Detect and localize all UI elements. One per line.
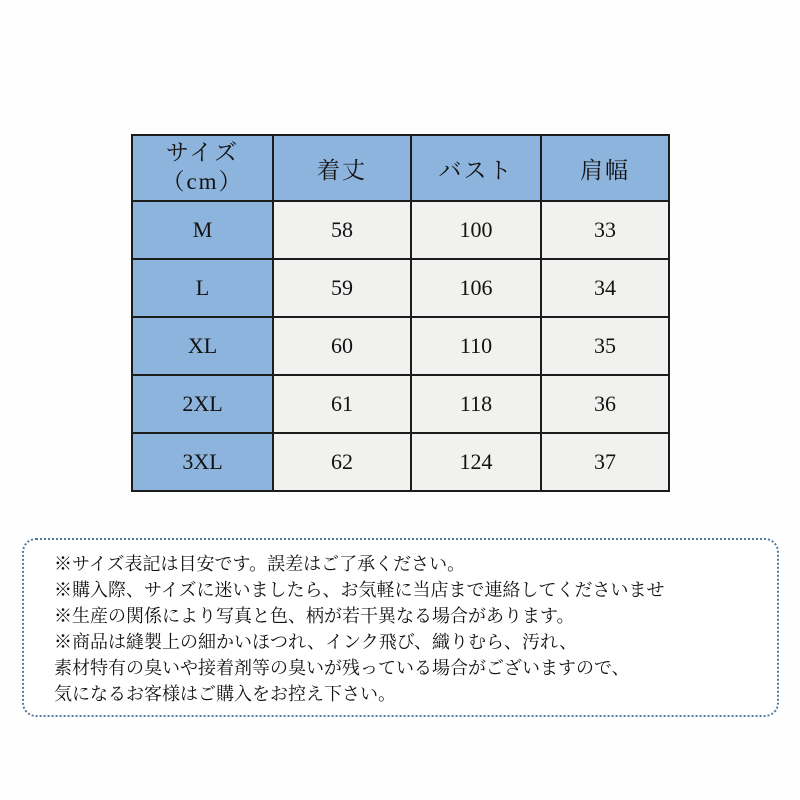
note-line-contact: ※購入際、サイズに迷いましたら、お気軽に当店まで連絡してくださいませ	[54, 580, 665, 600]
bust-value: 118	[411, 375, 541, 433]
shoulder-value: 36	[541, 375, 669, 433]
note-line-material-odor: 素材特有の臭いや接着剤等の臭いが残っている場合がございますので、	[54, 658, 630, 678]
note-line-product-flaws: ※商品は縫製上の細かいほつれ、インク飛び、織りむら、汚れ、	[54, 632, 578, 652]
bust-value: 110	[411, 317, 541, 375]
header-size-label: サイズ	[165, 140, 240, 166]
table-row-xl	[132, 317, 669, 375]
length-value: 60	[273, 317, 411, 375]
note-line-color-difference: ※生産の関係により写真と色、柄が若干異なる場合があります。	[54, 606, 575, 626]
note-line-size-guide: ※サイズ表記は目安です。誤差はご了承ください。	[54, 554, 466, 574]
length-value: 59	[273, 259, 411, 317]
shoulder-value: 33	[541, 201, 669, 259]
bust-value: 124	[411, 433, 541, 491]
length-value: 61	[273, 375, 411, 433]
table-row-2xl	[132, 375, 669, 433]
size-table	[131, 134, 670, 492]
shoulder-value: 34	[541, 259, 669, 317]
header-bust: バスト	[411, 135, 541, 201]
notes-box	[22, 538, 779, 717]
table-row-3xl	[132, 433, 669, 491]
size-label-3xl: 3XL	[132, 433, 273, 491]
length-value: 58	[273, 201, 411, 259]
table-row-m	[132, 201, 669, 259]
bust-value: 100	[411, 201, 541, 259]
header-shoulder: 肩幅	[541, 135, 669, 201]
shoulder-value: 37	[541, 433, 669, 491]
table-header-row	[132, 135, 669, 201]
header-size-cm	[132, 135, 273, 201]
bust-value: 106	[411, 259, 541, 317]
size-label-xl: XL	[132, 317, 273, 375]
size-label-l: L	[132, 259, 273, 317]
note-line-refrain-purchase: 気になるお客様はご購入をお控え下さい。	[54, 684, 396, 704]
header-length: 着丈	[273, 135, 411, 201]
length-value: 62	[273, 433, 411, 491]
table-row-l	[132, 259, 669, 317]
size-label-2xl: 2XL	[132, 375, 273, 433]
shoulder-value: 35	[541, 317, 669, 375]
size-label-m: M	[132, 201, 273, 259]
header-size-unit: （cm）	[161, 169, 244, 194]
